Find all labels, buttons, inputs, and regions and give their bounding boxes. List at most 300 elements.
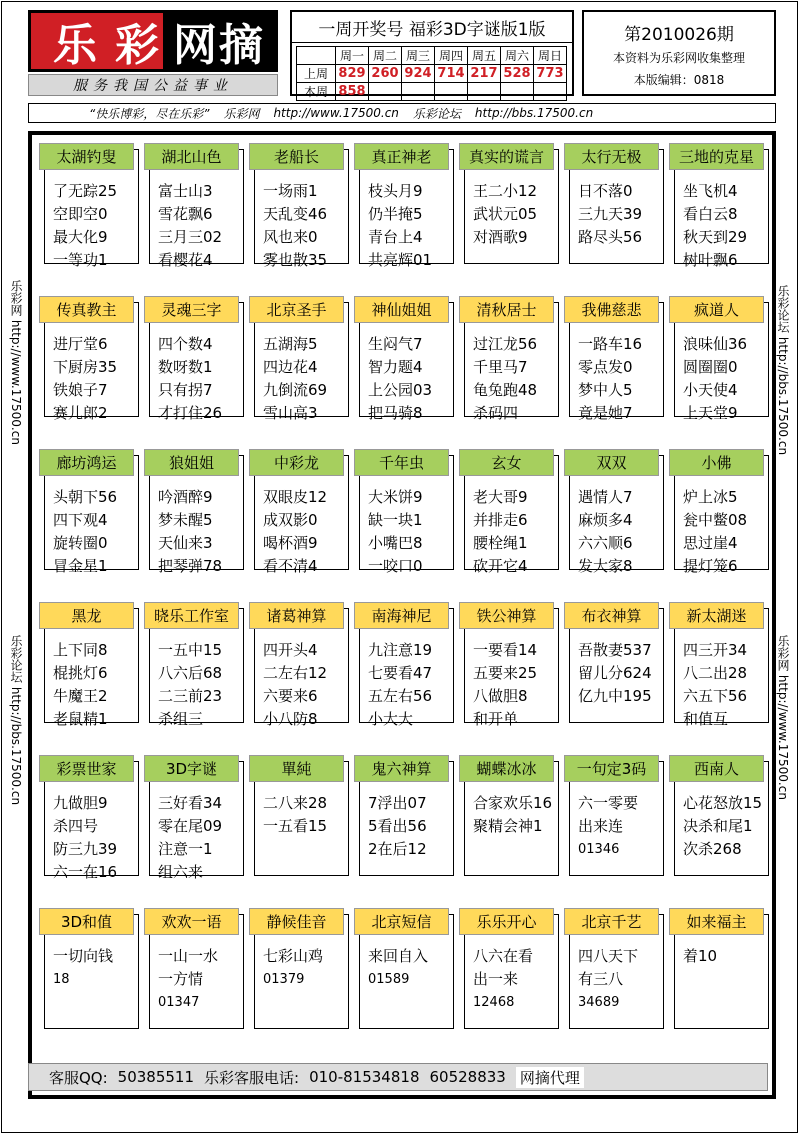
day-header: 周二 (369, 47, 402, 65)
riddle-card-body (683, 792, 768, 884)
riddle-line: 风也来0 (263, 228, 318, 246)
riddle-line: 一等功1 (53, 251, 108, 269)
riddle-card-body (368, 180, 453, 272)
riddle-line: 大米饼9 (368, 488, 423, 506)
side-text-right-top: 乐彩论坛 http://bbs.17500.cn (776, 285, 790, 456)
riddle-card-body (578, 180, 663, 272)
row-label: 上周 (297, 65, 336, 83)
riddle-card-body (683, 486, 768, 578)
riddle-line: 树叶飘6 (683, 251, 738, 269)
riddle-line: 武状元05 (473, 205, 538, 223)
riddle-line (158, 1014, 243, 1037)
site2-link[interactable]: http://bbs.17500.cn (474, 106, 594, 120)
riddle-line: 三月三02 (158, 228, 223, 246)
draw-number: 260 (369, 65, 402, 83)
riddle-card-title: 三地的克星 (669, 143, 764, 170)
source-note: 本资料为乐彩网收集整理 (612, 51, 745, 65)
riddle-card-title: 南海神尼 (354, 602, 449, 629)
side-text-right-bottom: 乐彩网 http://www.17500.cn (776, 635, 790, 800)
riddle-line: 旋转圈0 (53, 534, 108, 552)
riddle-card-body (368, 486, 453, 578)
riddle-line: 和开单 (473, 710, 519, 728)
riddle-card-title: 诸葛神算 (249, 602, 344, 629)
riddle-card-title: 黑龙 (39, 602, 134, 629)
riddle-card (464, 914, 559, 1029)
riddle-card-title: 北京短信 (354, 908, 449, 935)
riddle-card (674, 607, 769, 728)
riddle-card-body (263, 486, 348, 578)
draw-number (402, 83, 435, 101)
riddle-line: 零点发0 (578, 358, 633, 376)
riddle-line: 出来连 (578, 817, 624, 835)
riddle-line: 冒金星1 (53, 557, 108, 575)
riddle-card-body (683, 333, 768, 425)
riddle-card (674, 914, 769, 1029)
riddle-card-title: 千年虫 (354, 449, 449, 476)
riddle-line: 麻烦多4 (578, 511, 633, 529)
site1-link[interactable]: http://www.17500.cn (273, 106, 399, 120)
riddle-card-title: 一句定3码 (564, 755, 659, 782)
riddle-line: 赛儿郎2 (53, 404, 108, 422)
riddle-line: 四边花4 (263, 358, 318, 376)
tel-label: 乐彩客服电话: (204, 1068, 300, 1087)
riddle-line: 富士山3 (158, 182, 213, 200)
riddle-card-body (683, 180, 768, 272)
riddle-line: 四三开34 (683, 641, 748, 659)
riddle-card (569, 301, 664, 422)
logo-cai: 彩 (111, 13, 163, 69)
riddle-line: 铁娘子7 (53, 381, 108, 399)
riddle-line: 一咬口0 (368, 557, 423, 575)
riddle-line (368, 861, 453, 884)
riddle-card-title: 铁公神算 (459, 602, 554, 629)
riddle-card-body (158, 945, 243, 1037)
riddle-line: 上天堂9 (683, 404, 738, 422)
draw-number (534, 83, 567, 101)
riddle-line: 五湖海5 (263, 335, 318, 353)
riddle-card-title: 3D和值 (39, 908, 134, 935)
riddle-line: 喝杯酒9 (263, 534, 318, 552)
riddle-line: 下厨房35 (53, 358, 118, 376)
riddle-card-title: 乐乐开心 (459, 908, 554, 935)
riddle-card-title: 我佛慈悲 (564, 296, 659, 323)
riddle-line (473, 838, 558, 861)
riddle-card (464, 149, 559, 264)
riddle-card-body (473, 945, 558, 1037)
riddle-card-title: 真实的谎言 (459, 143, 554, 170)
riddle-line: 7浮出07 (368, 794, 427, 812)
riddle-card-title: 3D字谜 (144, 755, 239, 782)
riddle-line: 合家欢乐16 (473, 794, 553, 812)
riddle-line: 梦中人5 (578, 381, 633, 399)
draw-number (369, 83, 402, 101)
day-header: 周一 (336, 47, 369, 65)
riddle-line: 八六在看 (473, 947, 534, 965)
site2-name: 乐彩论坛 (412, 106, 461, 121)
riddle-line: 小嘴巴8 (368, 534, 423, 552)
riddle-line: 思过崖4 (683, 534, 738, 552)
riddle-line: 六一零要 (578, 794, 639, 812)
riddle-line (473, 861, 558, 884)
agent-label: 网摘代理 (516, 1067, 584, 1088)
riddle-card-body (158, 792, 243, 884)
riddle-line: 王二小12 (473, 182, 538, 200)
riddle-line: 一山一水 (158, 947, 219, 965)
riddle-line: 梦未醒5 (158, 511, 213, 529)
day-header: 周三 (402, 47, 435, 65)
riddle-line: 九做胆9 (53, 794, 108, 812)
riddle-card-body (473, 639, 558, 731)
riddle-line: 路尽头56 (578, 228, 643, 246)
riddle-line: 发大家8 (578, 557, 633, 575)
riddle-line: 成双影0 (263, 511, 318, 529)
draw-number: 829 (336, 65, 369, 83)
riddle-line: 双眼皮12 (263, 488, 328, 506)
riddle-line (578, 861, 663, 884)
riddle-card-body (368, 639, 453, 731)
riddle-line: 竟是她7 (578, 404, 633, 422)
riddle-line: 秋天到29 (683, 228, 748, 246)
riddle-line: 看樱花4 (158, 251, 213, 269)
riddle-card-title: 晓乐工作室 (144, 602, 239, 629)
riddle-card-body (53, 333, 138, 425)
logo-le: 乐 (31, 13, 119, 69)
riddle-line: 腰栓绳1 (473, 534, 528, 552)
riddle-line: 把琴弹78 (158, 557, 223, 575)
qq-number: 50385511 (117, 1068, 195, 1086)
riddle-card-title: 鬼六神算 (354, 755, 449, 782)
riddle-line: 34689 (578, 995, 620, 1010)
riddle-line: 有三八 (578, 970, 624, 988)
riddle-line: 提灯笼6 (683, 557, 738, 575)
riddle-line: 亿九中195 (578, 687, 652, 705)
issue-box (582, 10, 776, 96)
riddle-line: 了无踪25 (53, 182, 118, 200)
riddle-card (254, 454, 349, 575)
draw-number: 924 (402, 65, 435, 83)
riddle-card (464, 607, 559, 728)
riddle-line: 四个数4 (158, 335, 213, 353)
riddle-line: 老大哥9 (473, 488, 528, 506)
riddle-card-title: 清秋居士 (459, 296, 554, 323)
riddle-line: 六要来6 (263, 687, 318, 705)
riddle-card (569, 761, 664, 876)
riddle-line: 小天使4 (683, 381, 738, 399)
riddle-card (359, 454, 454, 575)
riddle-line: 雾也散35 (263, 251, 328, 269)
riddle-card-title: 真正神老 (354, 143, 449, 170)
riddle-line: 雪山高3 (263, 404, 318, 422)
riddle-card-title: 西南人 (669, 755, 764, 782)
riddle-line: 三九天39 (578, 205, 643, 223)
riddle-line: 棍挑灯6 (53, 664, 108, 682)
riddle-card-title: 中彩龙 (249, 449, 344, 476)
riddle-card-body (158, 639, 243, 731)
riddle-card (149, 301, 244, 422)
riddle-card (674, 148, 769, 269)
riddle-line: 八六后68 (158, 664, 223, 682)
riddle-line: 次杀268 (683, 840, 742, 858)
editor-info: 本版编辑：0818 (633, 73, 725, 87)
riddle-card-title: 廊坊鸿运 (39, 449, 134, 476)
riddle-card (674, 454, 769, 575)
riddle-line: 八做胆8 (473, 687, 528, 705)
riddle-card (359, 607, 454, 728)
riddle-card-body (158, 180, 243, 272)
riddle-line (578, 249, 663, 272)
riddle-line: 四下观4 (53, 511, 108, 529)
riddle-line: 瓮中鳖08 (683, 511, 748, 529)
tel-number: 010-81534818 (309, 1068, 420, 1086)
riddle-line: 生闷气7 (368, 335, 423, 353)
riddle-line: 看不清4 (263, 557, 318, 575)
side-text-left-bottom: 乐彩论坛 http://bbs.17500.cn (9, 635, 23, 806)
riddle-card-body (53, 639, 138, 731)
riddle-card (149, 760, 244, 881)
riddle-card-title: 狼姐姐 (144, 449, 239, 476)
riddle-line: 过江龙56 (473, 335, 538, 353)
riddle-line: 决杀和尾1 (683, 817, 753, 835)
riddle-card-title: 湖北山色 (144, 143, 239, 170)
riddle-card (359, 301, 454, 422)
riddle-card-body (473, 486, 558, 578)
riddle-line: 杀四号 (53, 817, 99, 835)
riddle-line (53, 1014, 138, 1037)
riddle-card (674, 761, 769, 876)
riddle-line: 一场雨1 (263, 182, 318, 200)
riddle-card-title: 單純 (249, 755, 344, 782)
riddle-grid (28, 131, 776, 1099)
riddle-line: 来回自入 (368, 947, 429, 965)
riddle-line (53, 991, 138, 1014)
riddle-card (254, 148, 349, 269)
riddle-card (254, 301, 349, 422)
riddle-card (254, 607, 349, 728)
riddle-line: 九注意19 (368, 641, 433, 659)
riddle-line: 牛魔王2 (53, 687, 108, 705)
riddle-line: 杀组三 (158, 710, 204, 728)
riddle-card (359, 761, 454, 876)
riddle-line: 12468 (473, 995, 515, 1010)
day-header: 周日 (534, 47, 567, 65)
riddle-card-body (368, 333, 453, 425)
riddle-line: 缺一块1 (368, 511, 423, 529)
riddle-line: 只有拐7 (158, 381, 213, 399)
riddle-card-title: 欢欢一语 (144, 908, 239, 935)
riddle-card-body (263, 945, 348, 1037)
riddle-line: 四开头4 (263, 641, 318, 659)
riddle-card-title: 太湖钓叟 (39, 143, 134, 170)
riddle-card-body (158, 333, 243, 425)
riddle-card-title: 传真教主 (39, 296, 134, 323)
riddle-line: 一五看15 (263, 817, 328, 835)
riddle-line (683, 861, 768, 884)
riddle-line: 并排走6 (473, 511, 528, 529)
riddle-card-title: 蝴蝶冰冰 (459, 755, 554, 782)
riddle-line: 注意一1 (158, 840, 213, 858)
riddle-card-title: 如来福主 (669, 908, 764, 935)
riddle-line (263, 1014, 348, 1037)
riddle-line: 吟酒醉9 (158, 488, 213, 506)
riddle-card-body (473, 333, 558, 425)
riddle-card (149, 148, 244, 269)
riddle-line: 龟兔跑48 (473, 381, 538, 399)
riddle-line: 小八防8 (263, 710, 318, 728)
site1-name: 乐彩网 (223, 106, 260, 121)
riddle-line: 雪花飘6 (158, 205, 213, 223)
riddle-card-body (158, 486, 243, 578)
side-text-left-top: 乐彩网 http://www.17500.cn (9, 280, 23, 445)
riddle-line: 六六顺6 (578, 534, 633, 552)
riddle-line: 看白云8 (683, 205, 738, 223)
riddle-card (44, 454, 139, 575)
riddle-card-body (368, 792, 453, 884)
riddle-line: 杀码四 (473, 404, 519, 422)
riddle-line: 七要看47 (368, 664, 433, 682)
riddle-line: 2在后12 (368, 840, 427, 858)
riddle-line: 小大大 (368, 710, 414, 728)
riddle-card-title: 彩票世家 (39, 755, 134, 782)
riddle-card-body (578, 486, 663, 578)
riddle-card-body (53, 180, 138, 272)
riddle-line (578, 708, 663, 731)
riddle-line: 砍开它4 (473, 557, 528, 575)
riddle-card (569, 608, 664, 723)
url-slogan: “快乐博彩，尽在乐彩” (89, 106, 210, 121)
riddle-card-body (578, 333, 663, 425)
riddle-card-body (53, 945, 138, 1037)
riddle-card-body (473, 792, 558, 884)
riddle-card-title: 北京千艺 (564, 908, 659, 935)
riddle-line: 二三前23 (158, 687, 223, 705)
riddle-card-body (53, 792, 138, 884)
riddle-line: 心花怒放15 (683, 794, 763, 812)
riddle-card-title: 神仙姐姐 (354, 296, 449, 323)
riddle-card (569, 914, 664, 1029)
riddle-line: 一五中15 (158, 641, 223, 659)
draw-number: 858 (336, 83, 369, 101)
riddle-line: 留儿分624 (578, 664, 652, 682)
riddle-line (683, 968, 768, 991)
draw-number: 217 (468, 65, 501, 83)
draw-number (468, 83, 501, 101)
riddle-line: 01346 (578, 842, 620, 857)
riddle-line: 六五下56 (683, 687, 748, 705)
riddle-line: 智力题4 (368, 358, 423, 376)
draw-number (435, 83, 468, 101)
riddle-line: 九倒流69 (263, 381, 328, 399)
riddle-card (254, 914, 349, 1029)
riddle-line: 圆圈圈0 (683, 358, 738, 376)
draw-number (501, 83, 534, 101)
riddle-line: 上公园03 (368, 381, 433, 399)
riddle-card-body (368, 945, 453, 1037)
riddle-card (569, 149, 664, 264)
riddle-line: 01347 (158, 995, 200, 1010)
riddle-line: 5看出56 (368, 817, 427, 835)
riddle-line: 一要看14 (473, 641, 538, 659)
draw-title: 一周开奖号 福彩3D字谜版1版 (292, 12, 572, 43)
riddle-card-title: 布衣神算 (564, 602, 659, 629)
riddle-card (149, 914, 244, 1029)
riddle-line: 坐飞机4 (683, 182, 738, 200)
riddle-line (368, 991, 453, 1014)
riddle-card-title: 灵魂三字 (144, 296, 239, 323)
riddle-card-body (578, 945, 663, 1037)
draw-results-box (290, 10, 574, 99)
riddle-line (263, 991, 348, 1014)
riddle-card (44, 760, 139, 881)
riddle-line: 遇情人7 (578, 488, 633, 506)
logo (28, 10, 278, 72)
riddle-line: 浪味仙36 (683, 335, 748, 353)
riddle-line: 四八天下 (578, 947, 639, 965)
riddle-line: 把马骑8 (368, 404, 423, 422)
riddle-line: 共亮辉01 (368, 251, 433, 269)
riddle-card (464, 301, 559, 422)
riddle-card (569, 454, 664, 575)
riddle-line: 天乱变46 (263, 205, 328, 223)
riddle-line: 一方情 (158, 970, 204, 988)
riddle-line: 最大化9 (53, 228, 108, 246)
draw-number: 528 (501, 65, 534, 83)
riddle-card (44, 607, 139, 728)
riddle-line: 出一来 (473, 970, 519, 988)
riddle-line: 二左右12 (263, 664, 328, 682)
riddle-card-title: 老船长 (249, 143, 344, 170)
riddle-card-body (263, 180, 348, 272)
draw-table (296, 46, 567, 101)
riddle-card-body (263, 639, 348, 731)
riddle-line: 一切向钱 (53, 947, 114, 965)
riddle-card-body (263, 333, 348, 425)
riddle-line (263, 838, 348, 861)
riddle-card-body (263, 792, 348, 884)
riddle-card (674, 301, 769, 422)
riddle-card-title: 玄女 (459, 449, 554, 476)
riddle-card (44, 148, 139, 269)
riddle-card-body (683, 639, 768, 731)
riddle-line: 五要来25 (473, 664, 538, 682)
riddle-line (578, 1014, 663, 1037)
issue-number: 第2010026期 (624, 25, 734, 45)
riddle-line: 才打住26 (158, 404, 223, 422)
riddle-line: 八二出28 (683, 664, 748, 682)
draw-number: 714 (435, 65, 468, 83)
riddle-card (464, 761, 559, 876)
riddle-card (149, 607, 244, 728)
day-header: 周四 (435, 47, 468, 65)
riddle-line (368, 1014, 453, 1037)
riddle-line (683, 991, 768, 1014)
riddle-line: 吾散妻537 (578, 641, 652, 659)
riddle-line (263, 861, 348, 884)
riddle-line: 日不落0 (578, 182, 633, 200)
riddle-card-title: 静候佳音 (249, 908, 344, 935)
url-bar (28, 103, 776, 123)
slogan: 服务我国公益事业 (28, 74, 278, 96)
riddle-line: 01589 (368, 972, 410, 987)
riddle-card-body (578, 792, 663, 884)
riddle-line (473, 249, 558, 272)
riddle-card-body (53, 486, 138, 578)
riddle-line: 六一在16 (53, 863, 118, 881)
riddle-line: 组六来 (158, 863, 204, 881)
riddle-card-title: 北京圣手 (249, 296, 344, 323)
riddle-line: 对酒歌9 (473, 228, 528, 246)
riddle-line: 防三九39 (53, 840, 118, 858)
riddle-line: 仍半掩5 (368, 205, 423, 223)
